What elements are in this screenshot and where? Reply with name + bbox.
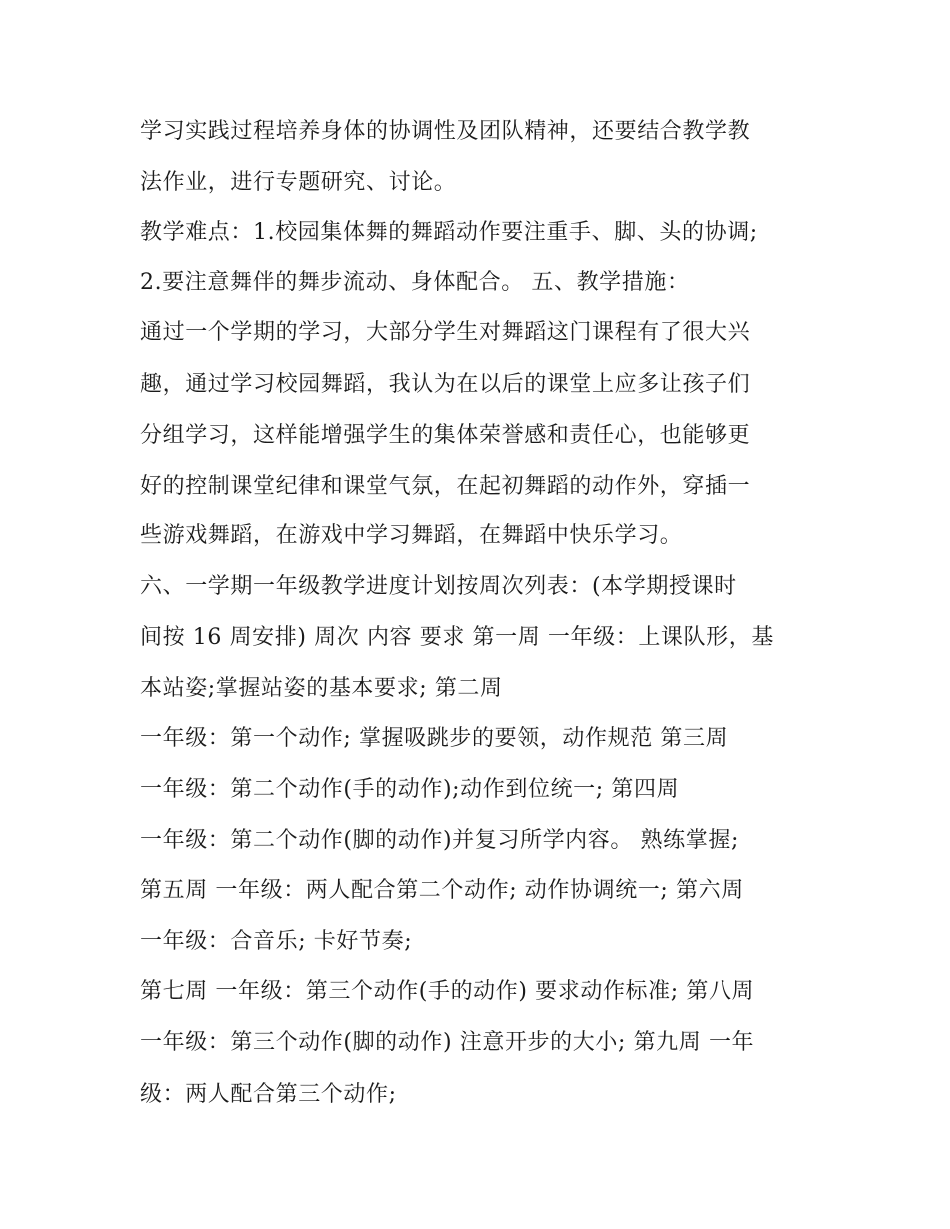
- text-line-16: 第五周 一年级：两人配合第二个动作; 动作协调统一; 第六周: [140, 878, 744, 903]
- text-line-18: 第七周 一年级：第三个动作(手的动作) 要求动作标准; 第八周: [140, 979, 755, 1004]
- text-line-4: 2.要注意舞伴的舞步流动、身体配合。 五、教学措施：: [140, 270, 690, 295]
- text-line-19: 一年级：第三个动作(脚的动作) 注意开步的大小; 第九周 一年: [140, 1030, 755, 1055]
- text-line-3: 教学难点：1.校园集体舞的舞蹈动作要注重手、脚、头的协调;: [140, 220, 758, 245]
- text-line-8: 好的控制课堂纪律和课堂气氛，在起初舞蹈的动作外，穿插一: [140, 474, 751, 499]
- text-line-10: 六、一学期一年级教学进度计划按周次列表：(本学期授课时: [140, 574, 737, 599]
- text-line-9: 些游戏舞蹈，在游戏中学习舞蹈，在舞蹈中快乐学习。: [140, 523, 683, 548]
- text-line-6: 趣，通过学习校园舞蹈，我认为在以后的课堂上应多让孩子们: [140, 372, 751, 397]
- text-line-11: 间按 16 周安排) 周次 内容 要求 第一周 一年级：上课队形，基: [140, 625, 774, 650]
- text-line-14: 一年级：第二个动作(手的动作);动作到位统一; 第四周: [140, 777, 680, 802]
- text-line-7: 分组学习，这样能增强学生的集体荣誉感和责任心，也能够更: [140, 423, 751, 448]
- text-line-2: 法作业，进行专题研究、讨论。: [140, 170, 457, 195]
- text-line-17: 一年级：合音乐; 卡好节奏;: [140, 929, 413, 954]
- text-line-12: 本站姿;掌握站姿的基本要求; 第二周: [140, 676, 503, 701]
- text-line-15: 一年级：第二个动作(脚的动作)并复习所学内容。 熟练掌握;: [140, 828, 739, 853]
- text-line-20: 级：两人配合第三个动作;: [140, 1082, 397, 1107]
- text-line-13: 一年级：第一个动作; 掌握吸跳步的要领，动作规范 第三周: [140, 726, 729, 751]
- text-line-5: 通过一个学期的学习，大部分学生对舞蹈这门课程有了很大兴: [140, 320, 751, 345]
- text-line-1: 学习实践过程培养身体的协调性及团队精神，还要结合教学教: [140, 119, 751, 144]
